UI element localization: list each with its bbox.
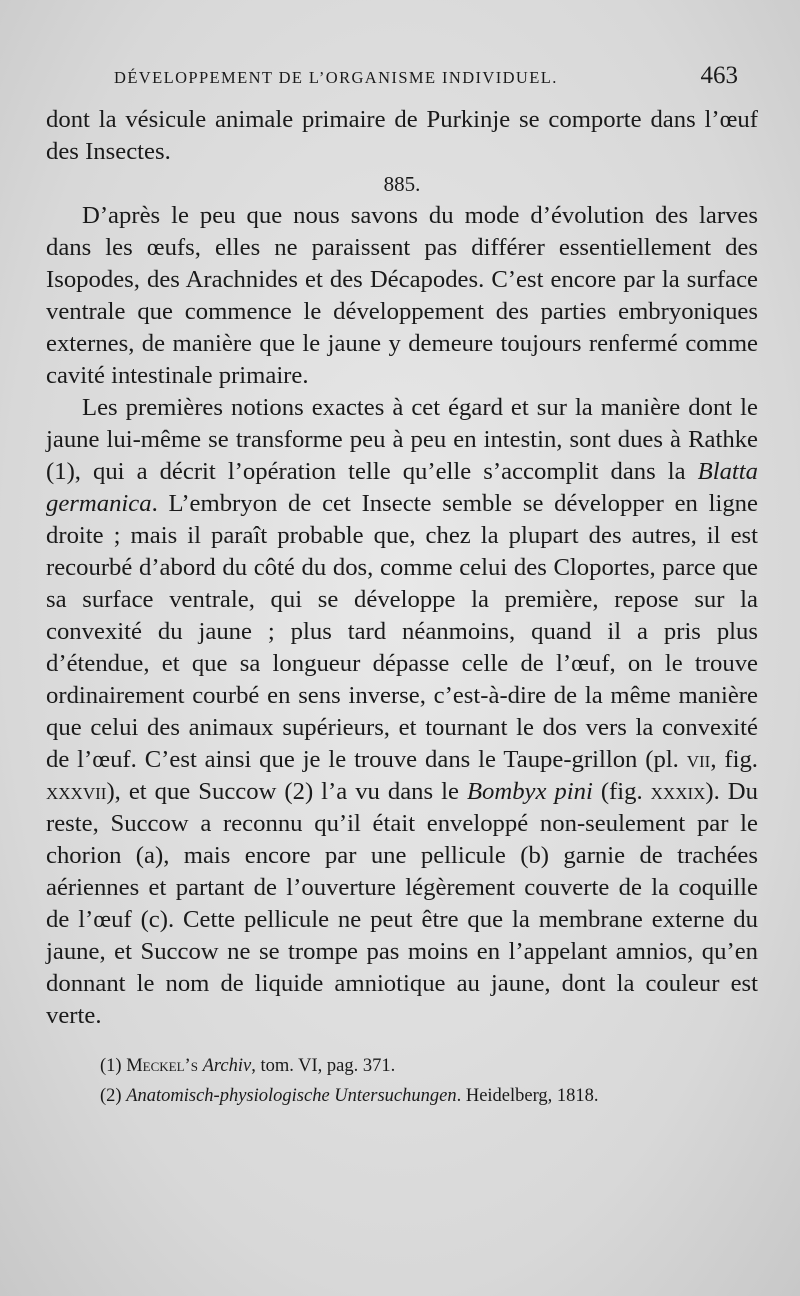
paragraph-2-part-3: , fig. [710, 746, 758, 773]
paragraph-1: D’après le peu que nous savons du mode d’évolution des larves dans les œufs, elles ne paraissent pas différer essentiellement des Isopodes, des Arachnides et des Décapodes. C’est encore par la surface ventrale que commence le développement des parties embryoniques externes, de manière que le jaune y demeure toujours renfermé comme cavité intestinale primaire. [46, 202, 758, 389]
footnote-2 [100, 1081, 758, 1111]
paragraph-2-part-5: (fig. [592, 778, 651, 805]
footnote-1-rest: , tom. VI, pag. 371. [251, 1056, 396, 1076]
running-head [114, 62, 758, 90]
running-head-title: DÉVELOPPEMENT DE L’ORGANISME INDIVIDUEL. [114, 68, 558, 87]
footnote-2-title: Anatomisch-physiologische Untersuchungen [126, 1086, 457, 1106]
footnote-2-rest: . Heidelberg, 1818. [456, 1086, 599, 1106]
body-text [46, 104, 758, 1032]
page-number: 463 [700, 62, 738, 89]
paragraph-2-part-4: ), et que Succow (2) l’a vu dans le [106, 778, 467, 805]
footnote-1-title: Archiv [202, 1056, 252, 1076]
footnote-1 [100, 1051, 758, 1081]
footnote-1-marker: (1) [100, 1056, 127, 1076]
species-blatta-germanica: Blatta germanica [46, 458, 758, 517]
species-bombyx-pini: Bombyx pini [466, 778, 593, 805]
paragraph-2-part-6: ). Du reste, Succow a reconnu qu’il était enveloppé non-seulement par le chorion (a), mais encore par une pellicule (b) garnie de trachées aériennes et partant de l’ouverture légèrement couverte de la coquille de l’œuf (c). Cette pellicule ne peut être que la membrane externe du jaune, et Succow ne se trompe pas moins en l’appelant amnios, qu’en donnant le nom de liquide amniotique au jaune, dont la couleur est verte. [46, 778, 758, 1029]
footnote-2-marker: (2) [100, 1086, 127, 1106]
figure-reference-2: xxxix [650, 778, 706, 805]
footnotes [46, 1051, 758, 1111]
figure-reference-1: xxxvii [46, 778, 107, 805]
paragraph-2-part-2: . L’embryon de cet Insecte semble se développer en ligne droite ; mais il paraît probable que, chez la plupart des autres, il est recourbé d’abord du côté du dos, comme celui des Cloportes, parce que sa surface ventrale, qui se développe la première, repose sur la convexité du jaune ; plus tard néanmoins, quand il a pris plus d’étendue, et que sa longueur dépasse celle de l’œuf, on le trouve ordinairement courbé en sens inverse, c’est-à-dire de la même manière que celui des animaux supérieurs, et tournant le dos vers la convexité de l’œuf. C’est ainsi que je le trouve dans le Taupe-grillon (pl. [46, 490, 758, 773]
plate-reference: vii [686, 746, 711, 773]
footnote-1-author: Meckel’s [126, 1056, 198, 1076]
continuation-paragraph: dont la vésicule animale primaire de Purkinje se comporte dans l’œuf des Insectes. [46, 106, 758, 165]
section-number: 885. [383, 172, 421, 196]
paragraph-2-part-1: Les premières notions exactes à cet égard et sur la manière dont le jaune lui-même se transforme peu à peu en intestin, sont dues à Rathke (1), qui a décrit l’opération telle qu’elle s’accomplit dans la [46, 394, 758, 485]
paragraph-2 [46, 392, 758, 1032]
